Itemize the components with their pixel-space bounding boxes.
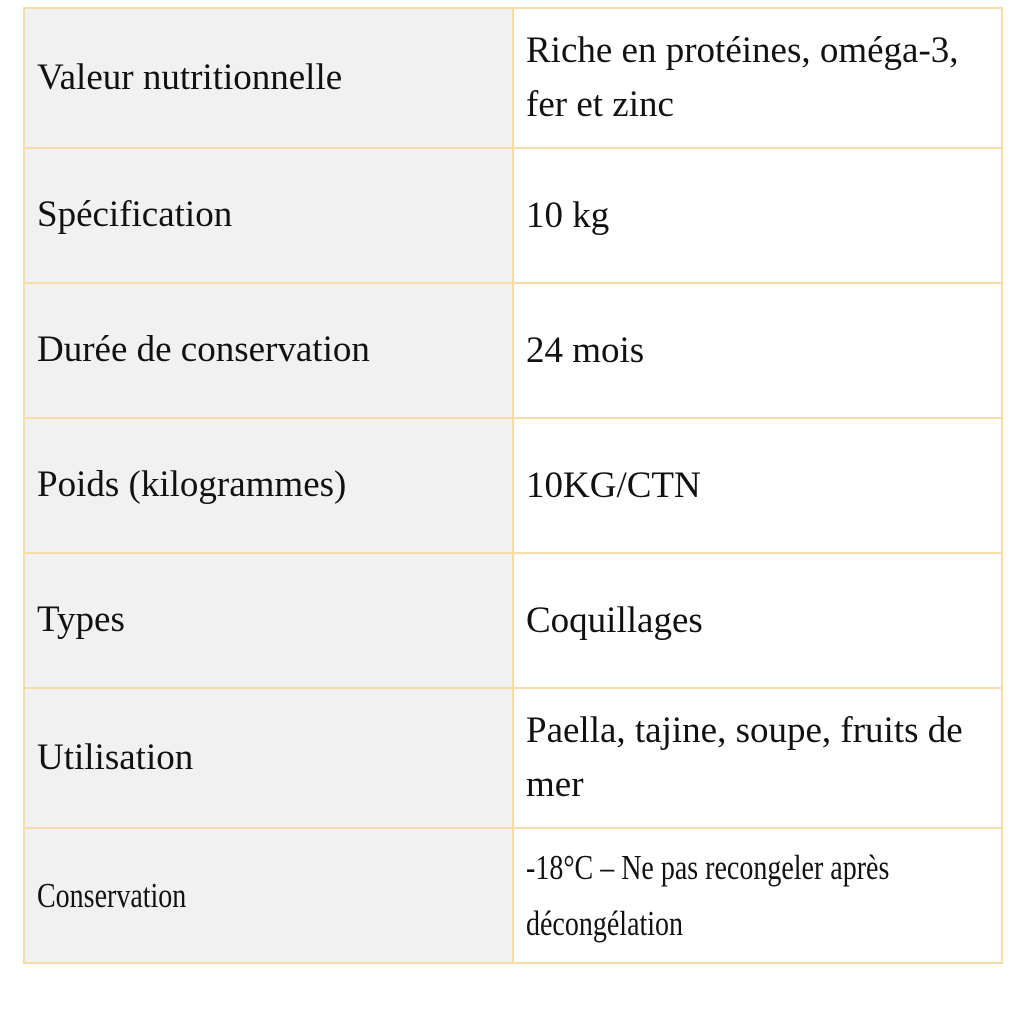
row-label-storage [24, 828, 513, 963]
table-row [24, 553, 1002, 688]
table-row [24, 283, 1002, 418]
row-value-specification: 10 kg [513, 148, 1002, 283]
row-value-storage-text: -18°C – Ne pas recongeler après décongélation [526, 847, 890, 943]
row-value-nutrition: Riche en protéines, oméga-3, fer et zinc [513, 8, 1002, 148]
row-value-types: Coquillages [513, 553, 1002, 688]
row-value-shelf-life: 24 mois [513, 283, 1002, 418]
table-row [24, 148, 1002, 283]
row-value-usage: Paella, tajine, soupe, fruits de mer [513, 688, 1002, 828]
row-label-specification: Spécification [24, 148, 513, 283]
table-row [24, 828, 1002, 963]
row-value-weight: 10KG/CTN [513, 418, 1002, 553]
row-label-weight: Poids (kilogrammes) [24, 418, 513, 553]
row-label-usage: Utilisation [24, 688, 513, 828]
table-row [24, 418, 1002, 553]
row-label-types: Types [24, 553, 513, 688]
product-spec-table [23, 7, 1003, 964]
row-value-storage [513, 828, 1002, 963]
row-label-shelf-life: Durée de conservation [24, 283, 513, 418]
table-row [24, 8, 1002, 148]
table-row [24, 688, 1002, 828]
row-label-nutrition: Valeur nutritionnelle [24, 8, 513, 148]
row-label-storage-text: Conservation [37, 875, 187, 915]
